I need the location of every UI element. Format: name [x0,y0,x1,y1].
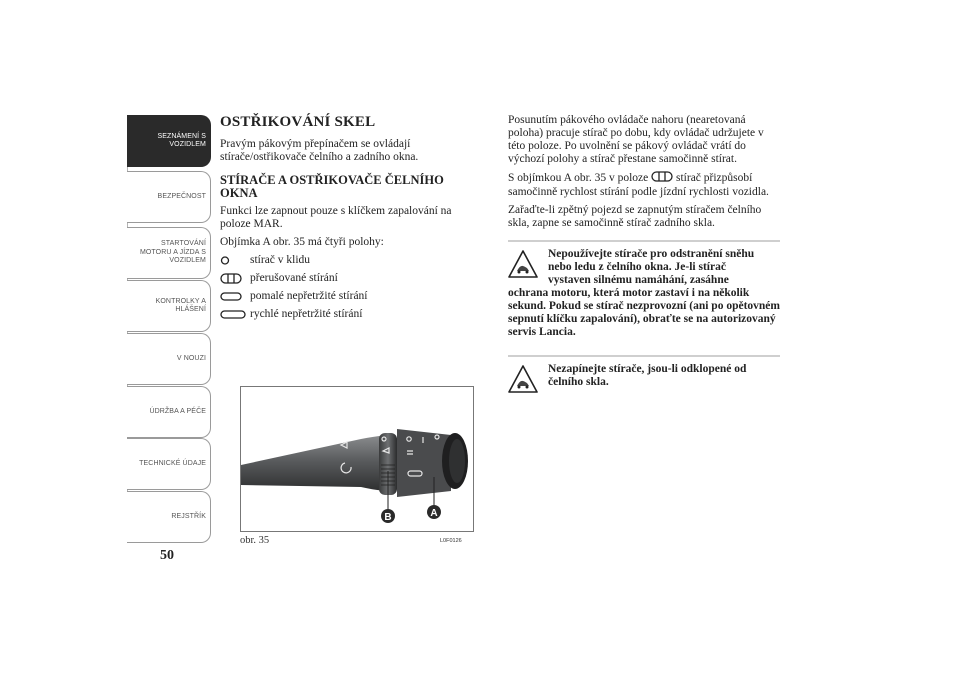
tab-kontrolky[interactable] [127,280,211,332]
warning-box [508,240,780,339]
warning-line: vystaven silnému namáhání, zasáhne [548,274,729,286]
tab-label: TECHNICKÉ ÚDAJE [139,459,206,467]
right-column [508,114,780,403]
paragraph: Posunutím pákového ovládače nahoru (nearetovaná poloha) pracuje stírač po dobu, kdy ovládač udržujete v této poloze. Po uvolnění se pákový ovládač vrátí do výchozí polohy a stírač přestane samočinně stírat. [508,114,764,165]
warning-text [508,363,780,389]
subsection-heading: STÍRAČE A OSTŘIKOVAČE ČELNÍHO OKNA [220,173,444,200]
position-label: pomalé nepřetržité stírání [250,290,368,302]
tab-label: BEZPEČNOST [157,192,206,200]
list-item [220,272,478,285]
auto-wiper-icon [651,171,673,186]
paragraph: Funkci lze zapnout pouze s klíčkem zapalování na poloze MAR. [220,205,452,230]
warning-triangle-icon [508,249,538,279]
positions-list [220,254,478,321]
page-number: 50 [160,548,174,563]
paragraph-auto-speed [508,171,780,199]
tab-label: SEZNÁMENÍ S VOZIDLEM [157,132,206,148]
tab-label: ÚDRŽBA A PÉČE [149,407,206,415]
tab-rejstrik[interactable] [127,491,211,543]
warning-line: Nezapínejte stírače, jsou-li odklopené od [548,363,747,375]
warning-line: ochrana motoru, která motor zastaví i na několik sekund. Pokud se stírač nezprovozní (ani po opětovném sepnutí klíčku zapalování), obraťte se na autorizovaný servis Lancia. [508,287,780,338]
wiper-lever-figure [240,386,474,532]
slow-continuous-icon [220,291,250,302]
figure-code: L0F0126 [440,538,462,544]
left-column [220,114,478,326]
position-label: rychlé nepřetržité stírání [250,308,363,320]
list-item [220,290,478,303]
label-b: B [384,512,392,523]
tab-v-nouzi[interactable] [127,333,211,385]
tab-startovani[interactable] [127,227,211,279]
warning-text [508,248,780,339]
warning-box [508,355,780,403]
position-label: stírač v klidu [250,254,311,266]
tab-label: REJSTŘÍK [171,512,206,520]
position-label: přerušované stírání [250,272,338,284]
text-before-icon: S objímkou A obr. 35 v poloze [508,172,649,185]
tab-technicke-udaje[interactable] [127,438,211,490]
text-after-icon: stírač přizpůsobí samočinně rychlost stírání podle jízdní rychlosti vozidla. [508,172,769,198]
warning-line: nebo ledu z čelního okna. Je-li stírač [548,261,726,273]
warning-line: čelního skla. [548,376,609,388]
tab-seznameni-s-vozidlem[interactable] [127,115,211,167]
tab-label: V NOUZI [176,354,206,362]
label-a: A [430,508,438,519]
paragraph: Zařaďte-li zpětný pojezd se zapnutým stíračem čelního skla, zapne se samočinně stírač zadního skla. [508,204,762,229]
intro-text: Pravým pákovým přepínačem se ovládají stírače/ostřikovače čelního a zadního okna. [220,138,419,163]
tab-bezpecnost[interactable] [127,171,211,223]
figure-caption: obr. 35 [240,535,270,546]
list-item [220,308,478,321]
section-heading: OSTŘIKOVÁNÍ SKEL [220,114,376,130]
off-icon [220,255,250,266]
intermittent-icon [220,273,250,284]
tab-label: KONTROLKY A HLÁŠENÍ [155,297,206,313]
tab-udrzba[interactable] [127,386,211,438]
warning-triangle-icon [508,364,538,394]
tab-label: STARTOVÁNÍ MOTORU A JÍZDA S VOZIDLEM [139,240,206,265]
warning-line: Nepoužívejte stírače pro odstranění sněhu [548,248,755,260]
list-item [220,254,478,267]
paragraph: Objímka A obr. 35 má čtyři polohy: [220,236,384,248]
fast-continuous-icon [220,309,250,320]
